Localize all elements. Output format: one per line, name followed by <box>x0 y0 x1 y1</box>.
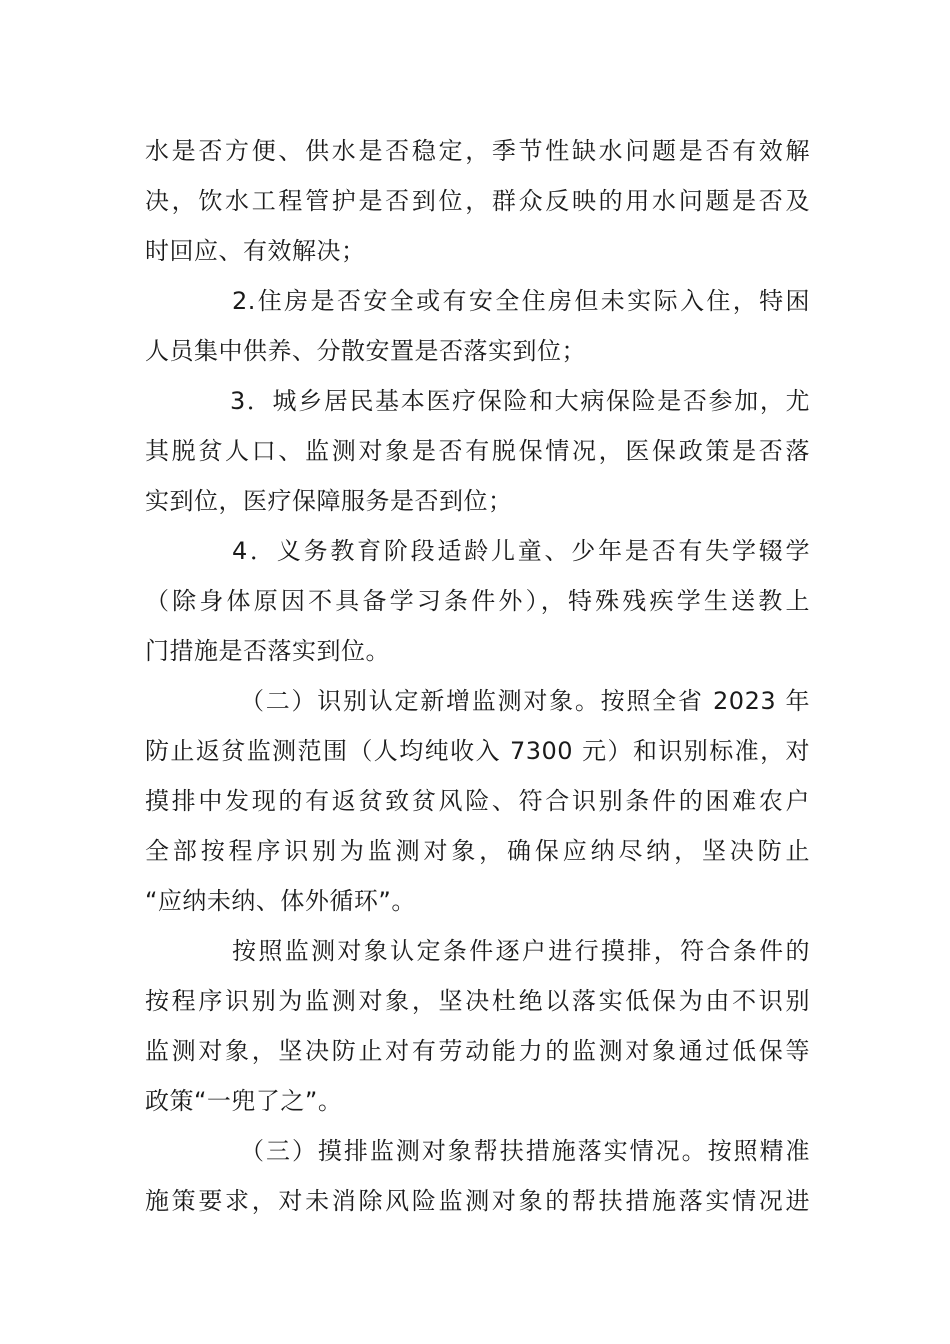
text-line: 时回应、有效解决； <box>145 237 366 265</box>
text-line: “应纳未纳、体外循环”。 <box>145 887 416 915</box>
text-line: （二）识别认定新增监测对象。按照全省 2023 年 <box>240 687 810 715</box>
text-line: 决，饮水工程管护是否到位，群众反映的用水问题是否及 <box>145 187 810 215</box>
text-line: 3．城乡居民基本医疗保险和大病保险是否参加，尤 <box>230 387 810 415</box>
text-line: 政策“一兜了之”。 <box>145 1087 343 1115</box>
text-line: 4．义务教育阶段适龄儿童、少年是否有失学辍学 <box>232 537 810 565</box>
text-line: 2.住房是否安全或有安全住房但未实际入住，特困 <box>232 287 810 315</box>
text-line: （除身体原因不具备学习条件外），特殊残疾学生送教上 <box>145 587 810 615</box>
text-line: 其脱贫人口、监测对象是否有脱保情况，医保政策是否落 <box>145 437 810 465</box>
text-line: 人员集中供养、分散安置是否落实到位； <box>145 337 586 365</box>
text-line: 门措施是否落实到位。 <box>145 637 390 665</box>
text-line: 摸排中发现的有返贫致贫风险、符合识别条件的困难农户 <box>145 787 810 815</box>
text-line: 水是否方便、供水是否稳定，季节性缺水问题是否有效解 <box>145 137 810 165</box>
text-line: （三）摸排监测对象帮扶措施落实情况。按照精准 <box>240 1137 810 1165</box>
text-line: 施策要求，对未消除风险监测对象的帮扶措施落实情况进 <box>145 1187 810 1215</box>
text-line: 按程序识别为监测对象，坚决杜绝以落实低保为由不识别 <box>145 987 810 1015</box>
text-line: 按照监测对象认定条件逐户进行摸排，符合条件的 <box>232 937 810 965</box>
text-line: 监测对象，坚决防止对有劳动能力的监测对象通过低保等 <box>145 1037 810 1065</box>
text-line: 防止返贫监测范围（人均纯收入 7300 元）和识别标准，对 <box>145 737 810 765</box>
text-line: 实到位，医疗保障服务是否到位； <box>145 487 513 515</box>
text-line: 全部按程序识别为监测对象，确保应纳尽纳，坚决防止 <box>145 837 810 865</box>
